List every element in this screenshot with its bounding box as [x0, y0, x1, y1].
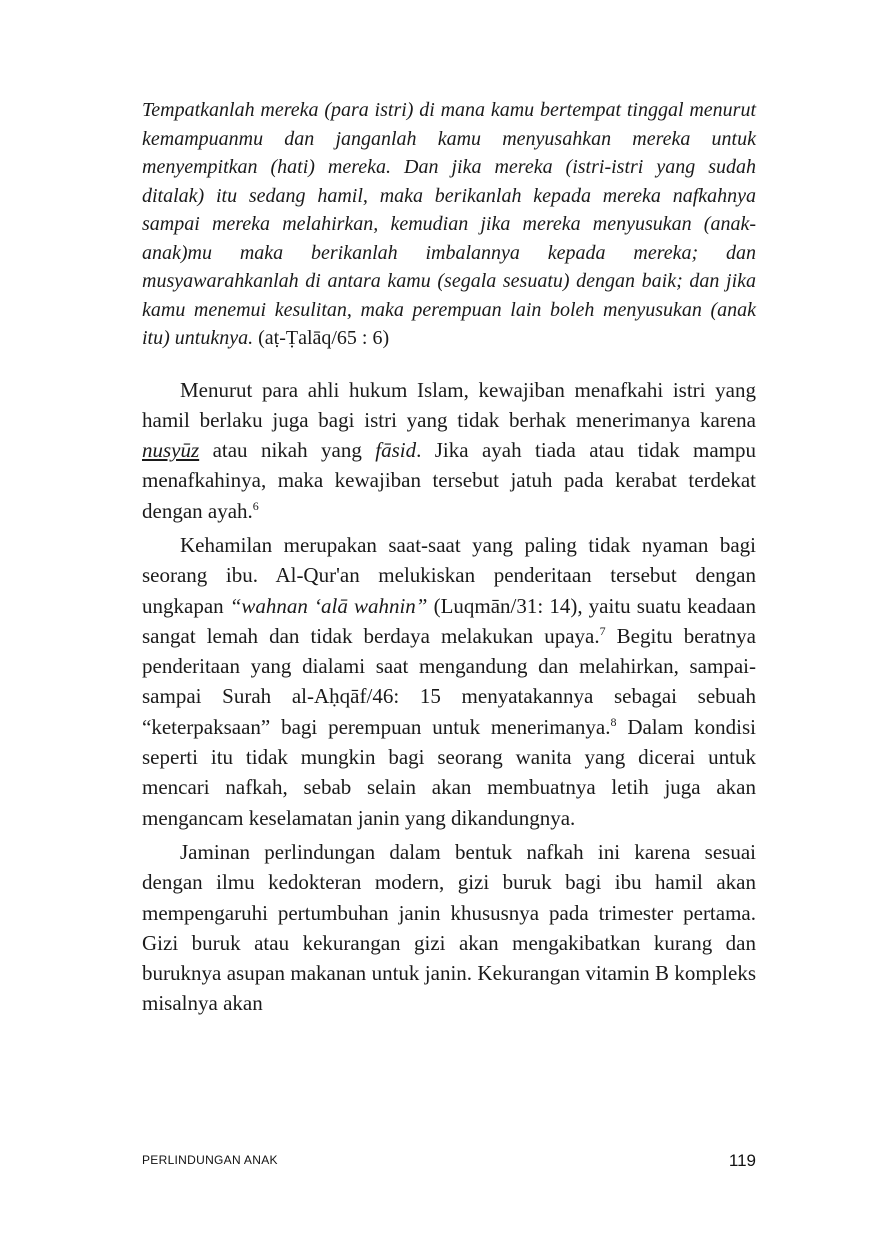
term-nusyuz: nusyūz — [142, 438, 200, 463]
paragraph-2 — [142, 530, 756, 833]
page-number: 119 — [728, 1151, 756, 1170]
paragraph-2-text-b: (Luqmān/31: 14), yaitu suatu keadaan sangat lemah dan tidak berdaya melakukan upaya. — [142, 593, 756, 648]
paragraph-1-text-a: Menurut para ahli hukum Islam, kewajiban menafkahi istri yang hamil berlaku juga bagi istri yang tidak berhak menerimanya karena — [142, 377, 756, 432]
quote-citation: (aṭ-Ṭalāq/65 : 6) — [258, 327, 390, 349]
page-body — [142, 96, 756, 1019]
running-title: PERLINDUNGAN ANAK — [142, 1153, 278, 1167]
term-fasid: fāsid — [375, 438, 417, 463]
paragraph-1-text-c: . Jika ayah tiada atau tidak mampu menafkahinya, maka kewajiban tersebut jatuh pada kerabat terdekat dengan ayah. — [142, 438, 756, 523]
paragraph-2-text-a: Kehamilan merupakan saat-saat yang paling tidak nyaman bagi seorang ibu. Al-Qur'an melukiskan penderitaan tersebut dengan ungkapan — [142, 532, 756, 618]
paragraph-2-text-c: Begitu beratnya penderitaan yang dialami saat mengandung dan melahirkan, sampai-sampai Surah al-Aḥqāf/46: 15 menyatakannya sebagai sebuah “keterpaksaan” bagi perempuan untuk menerimanya. — [142, 623, 756, 739]
paragraph-1 — [142, 375, 756, 526]
footnote-ref-6: 6 — [252, 498, 259, 513]
arabic-phrase: “wahnan ‘alā wahnin” — [229, 593, 428, 618]
paragraph-1-text-b: atau nikah yang — [199, 438, 376, 463]
paragraph-2-text-d: Dalam kondisi seperti itu tidak mungkin bagi seorang wanita yang dicerai untuk mencari nafkah, sebab selain akan membuatnya letih juga akan mengancam keselamatan janin yang dikandungnya. — [142, 714, 756, 830]
footnote-ref-8: 8 — [610, 714, 617, 729]
paragraph-3 — [142, 837, 756, 1019]
footnote-ref-7: 7 — [599, 623, 606, 638]
quote-text: Tempatkanlah mereka (para istri) di mana kamu bertempat tinggal menurut kemampuanmu dan janganlah kamu menyusahkan mereka untuk menyempitkan (hati) mereka. Dan jika mereka (istri-istri yang sudah ditalak) itu sedang hamil, maka berikanlah kepada mereka nafkahnya sampai mereka melahirkan, kemudian jika mereka menyusukan (anak-anak)mu maka berikanlah imbalannya kepada mereka; dan musyawarahkanlah di antara kamu (segala sesuatu) dengan baik; dan jika kamu menemui kesulitan, maka perempuan lain boleh menyusukan (anak itu) untuknya. — [142, 99, 756, 349]
paragraph-3-text: Jaminan perlindungan dalam bentuk nafkah ini karena sesuai dengan ilmu kedokteran modern, gizi buruk bagi ibu hamil akan mempengaruhi pertumbuhan janin khususnya pada trimester pertama. Gizi buruk atau kekurangan gizi akan mengakibatkan kurang dan buruknya asupan makanan untuk janin. Kekurangan vitamin B kompleks misalnya akan — [142, 839, 756, 1016]
quran-translation-quote — [142, 96, 756, 353]
